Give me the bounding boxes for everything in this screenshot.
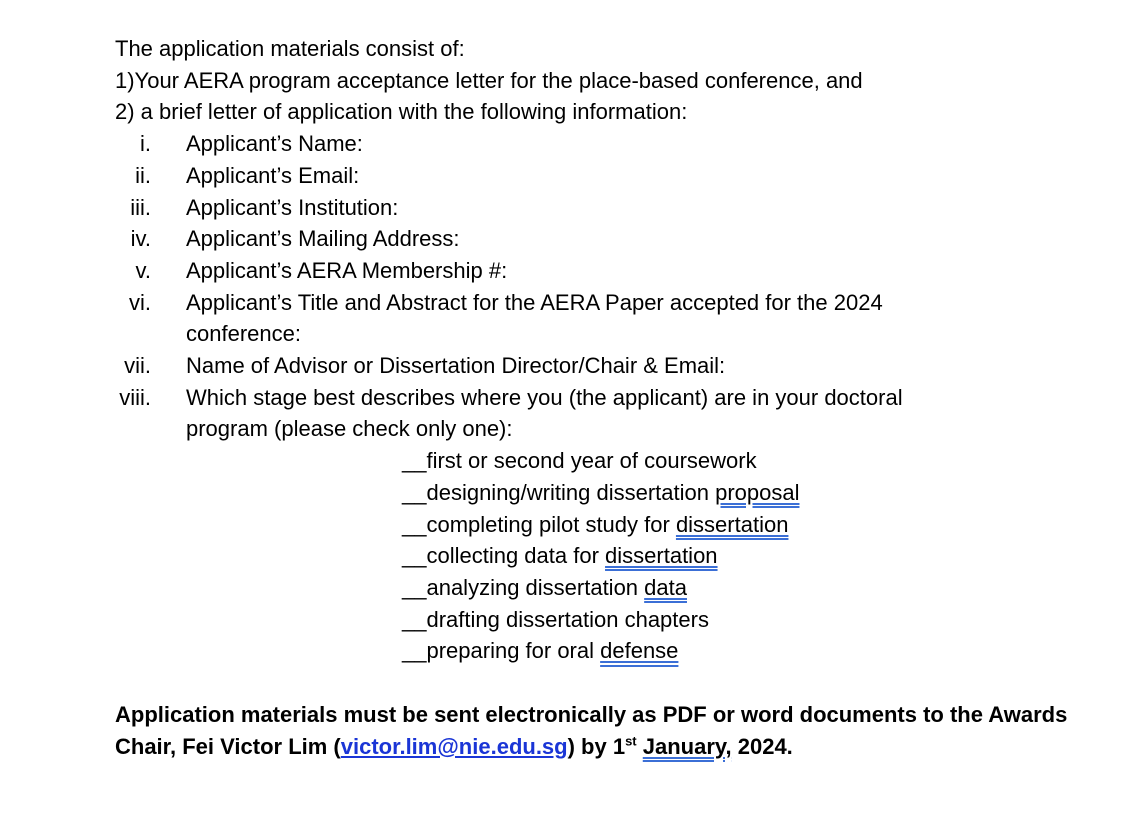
info-item xyxy=(115,382,1115,445)
info-item xyxy=(115,255,1115,287)
info-item xyxy=(115,160,1115,192)
stage-option xyxy=(402,572,1115,604)
info-item xyxy=(115,287,1115,350)
info-item-number: viii. xyxy=(119,384,151,410)
submission-instructions xyxy=(115,699,1075,762)
info-item-number: v. xyxy=(135,257,151,283)
info-item-text: Applicant’s Institution: xyxy=(186,194,399,220)
materials-item-2: 2) a brief letter of application with the following information: xyxy=(115,99,688,125)
stage-option-text: __designing/writing dissertation xyxy=(402,479,716,505)
info-item-number: ii. xyxy=(135,162,151,188)
deadline-year: 2024. xyxy=(731,733,793,759)
info-item-number: vii. xyxy=(124,353,151,379)
info-item-text: Applicant’s Mailing Address: xyxy=(186,226,460,252)
awards-chair-email-link[interactable]: victor.lim@nie.edu.sg xyxy=(340,733,568,759)
submission-text-deadline: ) by 1 xyxy=(567,733,626,759)
ordinal-suffix: st xyxy=(625,733,637,749)
flagged-word: defense xyxy=(600,638,679,664)
stage-option-text: __drafting dissertation chapters xyxy=(402,606,709,632)
submission-text: Application materials must be sent electronically as PDF or word documents to the Awards Chair, Fei Victor Lim ( xyxy=(115,702,1068,759)
flagged-word: dissertation xyxy=(605,543,718,569)
info-list xyxy=(115,128,1115,445)
info-item-text: Applicant’s Name: xyxy=(186,131,363,157)
info-item xyxy=(115,350,1115,382)
stage-option xyxy=(402,477,1115,509)
deadline-month: January, xyxy=(642,733,732,759)
stage-option xyxy=(402,635,1115,667)
stage-option xyxy=(402,509,1115,541)
stage-option-text: __preparing for oral xyxy=(402,638,601,664)
stage-option-text: __completing pilot study for xyxy=(402,511,676,537)
info-item xyxy=(115,128,1115,160)
info-item xyxy=(115,223,1115,255)
info-item-number: iii. xyxy=(130,194,151,220)
flagged-word: proposal xyxy=(715,479,800,505)
info-item-text: Applicant’s Title and Abstract for the AERA Paper accepted for the 2024 conference: xyxy=(186,289,883,347)
info-item-text: Applicant’s AERA Membership #: xyxy=(186,257,508,283)
stage-option-text: __first or second year of coursework xyxy=(402,448,757,474)
info-item-text: Applicant’s Email: xyxy=(186,162,360,188)
stage-option-text: __collecting data for xyxy=(402,543,606,569)
stage-option xyxy=(402,445,1115,477)
info-item-text: Which stage best describes where you (the applicant) are in your doctoral program (please check only one): xyxy=(186,384,903,442)
info-item-text: Name of Advisor or Dissertation Director/Chair & Email: xyxy=(186,353,726,379)
stage-option-text: __analyzing dissertation xyxy=(402,574,645,600)
flagged-word: data xyxy=(644,574,687,600)
materials-item-1: 1)Your AERA program acceptance letter for the place-based conference, and xyxy=(115,67,863,93)
info-item xyxy=(115,192,1115,224)
document-body xyxy=(115,33,1115,762)
flagged-word: dissertation xyxy=(675,511,789,537)
info-item-number: i. xyxy=(140,131,151,157)
stage-option xyxy=(402,604,1115,636)
info-item-number: vi. xyxy=(129,289,151,315)
intro-line: The application materials consist of: xyxy=(115,36,465,61)
stage-option xyxy=(402,540,1115,572)
info-item-number: iv. xyxy=(130,226,151,252)
stage-checklist xyxy=(115,445,1115,667)
